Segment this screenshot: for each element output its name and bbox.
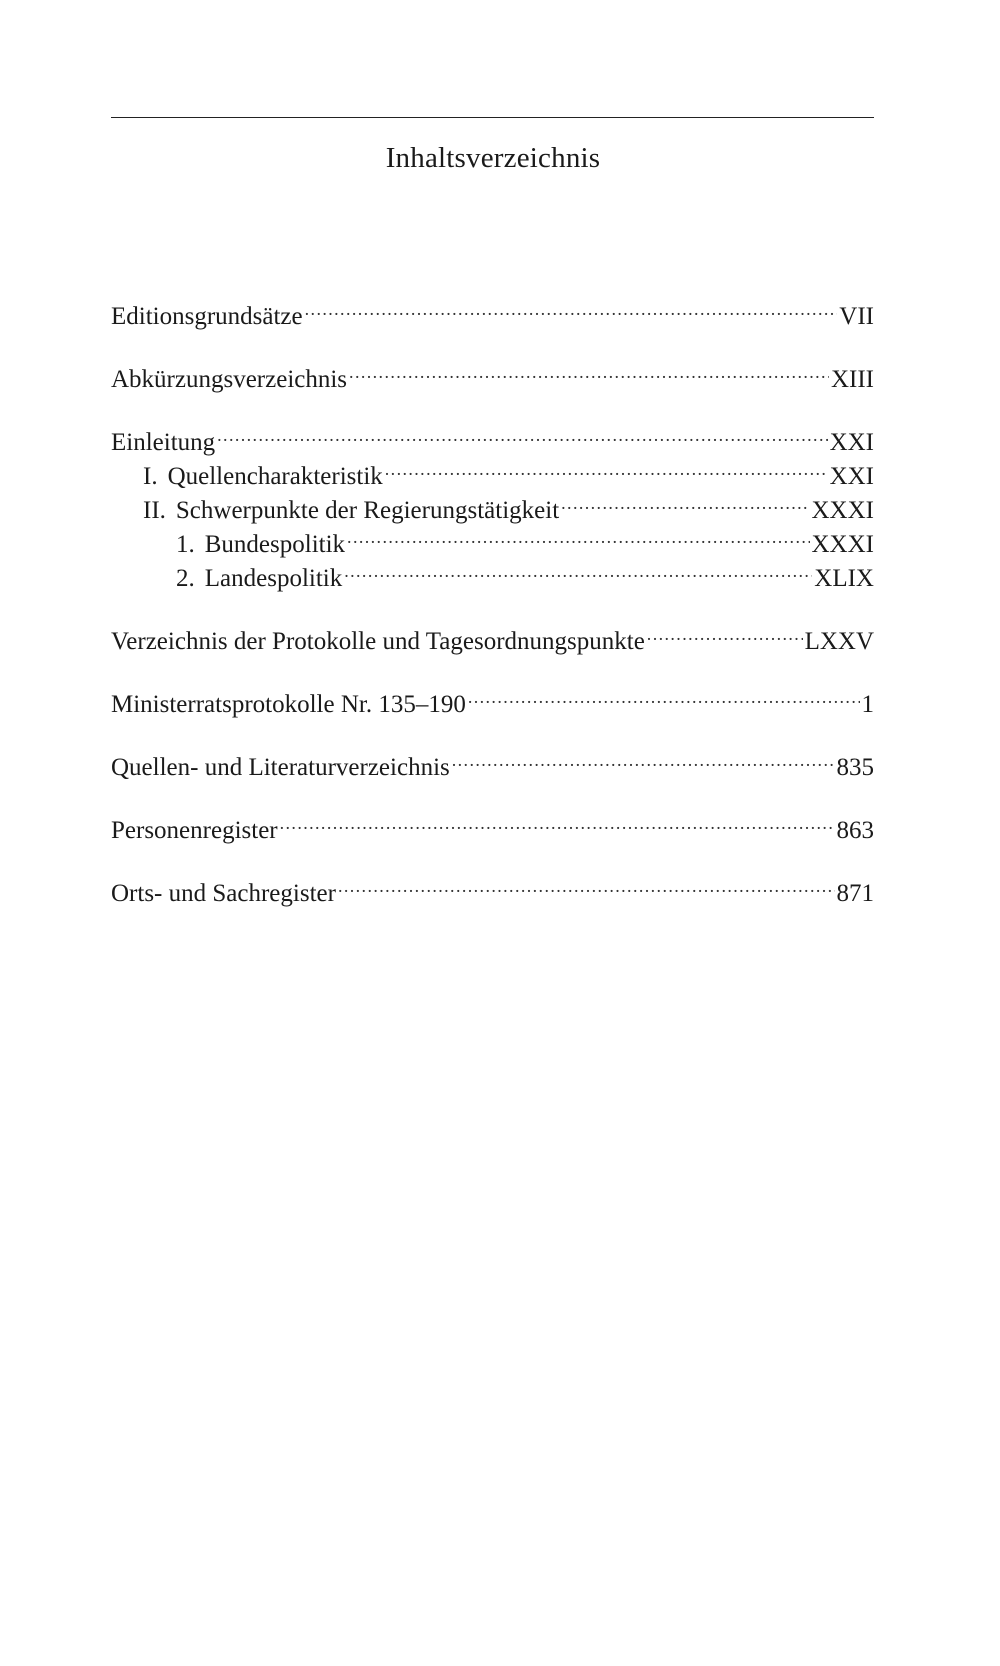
dot-leader (385, 450, 828, 484)
toc-entry-page: 835 (836, 754, 874, 781)
header-rule (111, 117, 874, 118)
toc-entry-personenregister[interactable] (111, 804, 874, 844)
toc-entry-protokollverzeichnis[interactable] (111, 615, 874, 655)
toc-entry-label: Abkürzungsverzeichnis (111, 366, 348, 393)
dot-leader (647, 615, 803, 649)
toc-entry-page: LXXV (804, 628, 874, 655)
toc-entry-label: Editionsgrundsätze (111, 303, 303, 330)
toc-entry-number: I. (143, 463, 158, 490)
toc-entry-label: Schwerpunkte der Regierungstätigkeit (175, 497, 560, 524)
dot-leader (468, 678, 860, 712)
toc-entry-editionsgrundsaetze[interactable] (111, 290, 874, 330)
dot-leader (452, 741, 835, 775)
toc-entry-number: 2. (176, 565, 195, 592)
toc-entry-literaturverzeichnis[interactable] (111, 741, 874, 781)
toc-entry-label: Personenregister (111, 817, 278, 844)
toc-entry-label: Ministerratsprotokolle Nr. 135–190 (111, 691, 466, 718)
toc-entry-page: 1 (861, 691, 874, 718)
toc-entry-page: VII (839, 303, 874, 330)
dot-leader (344, 552, 812, 586)
page-title: Inhaltsverzeichnis (385, 142, 601, 174)
toc-entry-label: Verzeichnis der Protokolle und Tagesordnungspunkte (111, 628, 645, 655)
toc-entry-einleitung[interactable] (111, 416, 874, 456)
toc-entry-page: XXI (829, 463, 874, 490)
toc-entry-label: Einleitung (111, 429, 216, 456)
dot-leader (347, 518, 809, 552)
toc-entry-page: XLIX (814, 565, 874, 592)
dot-leader (561, 484, 809, 518)
dot-leader (280, 804, 835, 838)
toc-entry-label: Orts- und Sachregister (111, 880, 336, 907)
toc-entry-number: 1. (176, 531, 195, 558)
dot-leader (349, 353, 829, 387)
toc-entry-abkuerzungsverzeichnis[interactable] (111, 353, 874, 393)
toc-entry-page: XXXI (811, 497, 874, 524)
toc-entry-page: XXI (829, 429, 874, 456)
toc-entry-label: Quellencharakteristik (167, 463, 383, 490)
toc-entry-ministerratsprotokolle[interactable] (111, 678, 874, 718)
dot-leader (217, 416, 827, 450)
toc-entry-quellencharakteristik[interactable] (111, 450, 874, 490)
toc-entry-page: XXXI (811, 531, 874, 558)
toc-entry-page: XIII (830, 366, 874, 393)
dot-leader (338, 867, 835, 901)
toc-entry-label: Bundespolitik (204, 531, 346, 558)
toc-entry-page: 871 (836, 880, 874, 907)
dot-leader (305, 290, 838, 324)
toc-entry-number: II. (143, 497, 166, 524)
toc-entry-page: 863 (836, 817, 874, 844)
toc-entry-label: Landespolitik (204, 565, 343, 592)
table-of-contents (111, 290, 874, 907)
toc-entry-label: Quellen- und Literaturverzeichnis (111, 754, 450, 781)
toc-entry-sachregister[interactable] (111, 867, 874, 907)
